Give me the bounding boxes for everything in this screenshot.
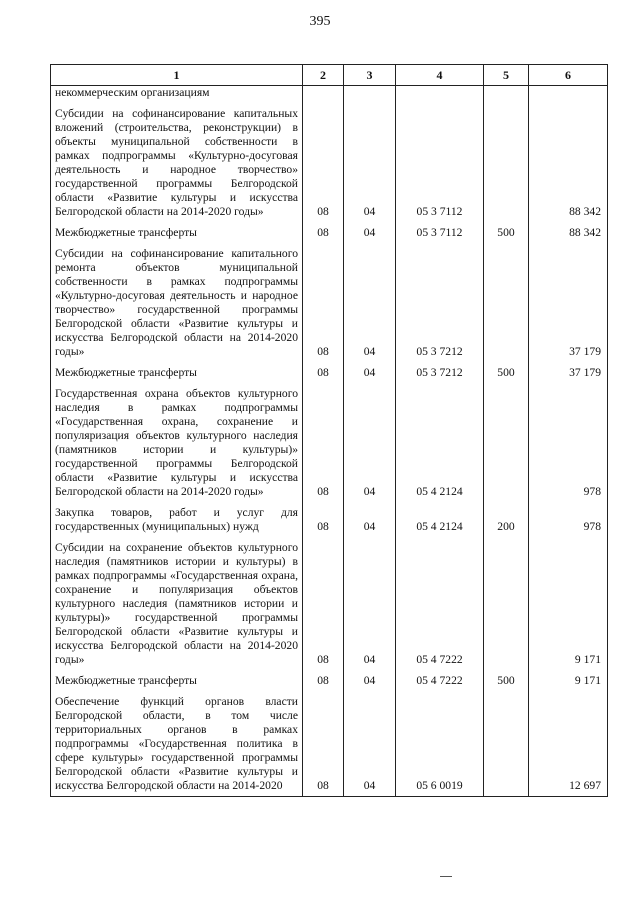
row-description: Субсидии на софинансирование капитальных вложений (строительства, реконструкции) в объекты муниципальной собственности в рамках подпрограммы «Культурно-досуговая деятельность и народное творчество» государственной программы Белгородской области «Развитие культуры и искусства Белгородской области на 2014-2020 годы» [51,103,303,222]
row-subsection: 04 [344,670,396,691]
row-expense-type: 500 [484,670,529,691]
budget-table [50,64,608,797]
row-subsection [344,86,396,104]
row-expense-type: 500 [484,222,529,243]
table-row [51,383,608,502]
header-col-1: 1 [51,65,303,86]
header-col-2: 2 [303,65,344,86]
row-expense-type: 500 [484,362,529,383]
table-row [51,502,608,537]
row-description: Закупка товаров, работ и услуг для государственных (муниципальных) нужд [51,502,303,537]
row-section: 08 [303,383,344,502]
table-row [51,362,608,383]
row-section: 08 [303,103,344,222]
table-row [51,537,608,670]
row-target-article: 05 6 0019 [396,691,484,797]
row-amount: 978 [529,502,608,537]
table-row [51,103,608,222]
header-col-5: 5 [484,65,529,86]
scan-mark [440,876,452,877]
row-expense-type [484,691,529,797]
row-amount: 9 171 [529,670,608,691]
row-amount: 88 342 [529,222,608,243]
row-amount: 978 [529,383,608,502]
page-number: 395 [309,14,331,29]
row-section: 08 [303,243,344,362]
row-target-article: 05 3 7112 [396,222,484,243]
header-col-6: 6 [529,65,608,86]
table-row [51,670,608,691]
row-subsection: 04 [344,222,396,243]
row-section: 08 [303,222,344,243]
row-amount: 37 179 [529,243,608,362]
row-expense-type [484,103,529,222]
row-subsection: 04 [344,243,396,362]
row-target-article: 05 4 7222 [396,537,484,670]
row-description: Субсидии на сохранение объектов культурного наследия (памятников истории и культуры) в рамках подпрограммы «Государственная охрана, сохранение и популяризация объектов культурного наследия (памятников истории и культуры)» государственной программы Белгородской области «Развитие культуры и искусства Белгородской области на 2014-2020 годы» [51,537,303,670]
row-target-article: 05 4 7222 [396,670,484,691]
row-amount: 37 179 [529,362,608,383]
row-amount: 88 342 [529,103,608,222]
table-row [51,86,608,104]
row-subsection: 04 [344,537,396,670]
row-subsection: 04 [344,691,396,797]
row-amount [529,86,608,104]
row-expense-type [484,86,529,104]
row-expense-type [484,383,529,502]
row-description: Межбюджетные трансферты [51,222,303,243]
row-subsection: 04 [344,103,396,222]
table-row [51,243,608,362]
header-col-3: 3 [344,65,396,86]
row-description: Межбюджетные трансферты [51,362,303,383]
row-expense-type [484,243,529,362]
row-description: Обеспечение функций органов власти Белгородской области, в том числе территориальных органов в рамках подпрограммы «Государственная политика в сфере культуры» государственной программы Белгородской области «Развитие культуры и искусства Белгородской области на 2014-2020 [51,691,303,797]
row-section [303,86,344,104]
row-description: Государственная охрана объектов культурного наследия в рамках подпрограммы «Государственная охрана, сохранение и популяризация объектов культурного наследия (памятников истории и культуры)» государственной программы Белгородской области «Развитие культуры и искусства Белгородской области на 2014-2020 годы» [51,383,303,502]
row-section: 08 [303,362,344,383]
table-row [51,222,608,243]
header-col-4: 4 [396,65,484,86]
row-description: некоммерческим организациям [51,86,303,104]
row-target-article: 05 3 7212 [396,243,484,362]
row-section: 08 [303,670,344,691]
row-target-article: 05 3 7212 [396,362,484,383]
row-subsection: 04 [344,383,396,502]
row-amount: 9 171 [529,537,608,670]
table-row [51,691,608,797]
row-expense-type [484,537,529,670]
row-section: 08 [303,691,344,797]
row-target-article: 05 4 2124 [396,502,484,537]
row-target-article [396,86,484,104]
row-target-article: 05 3 7112 [396,103,484,222]
row-amount: 12 697 [529,691,608,797]
row-section: 08 [303,502,344,537]
row-subsection: 04 [344,362,396,383]
row-target-article: 05 4 2124 [396,383,484,502]
row-description: Субсидии на софинансирование капитального ремонта объектов муниципальной собственности в рамках подпрограммы «Культурно-досуговая деятельность и народное творчество» государственной программы Белгородской области «Развитие культуры и искусства Белгородской области на 2014-2020 годы» [51,243,303,362]
row-section: 08 [303,537,344,670]
table-header-row [51,65,608,86]
row-expense-type: 200 [484,502,529,537]
row-description: Межбюджетные трансферты [51,670,303,691]
row-subsection: 04 [344,502,396,537]
